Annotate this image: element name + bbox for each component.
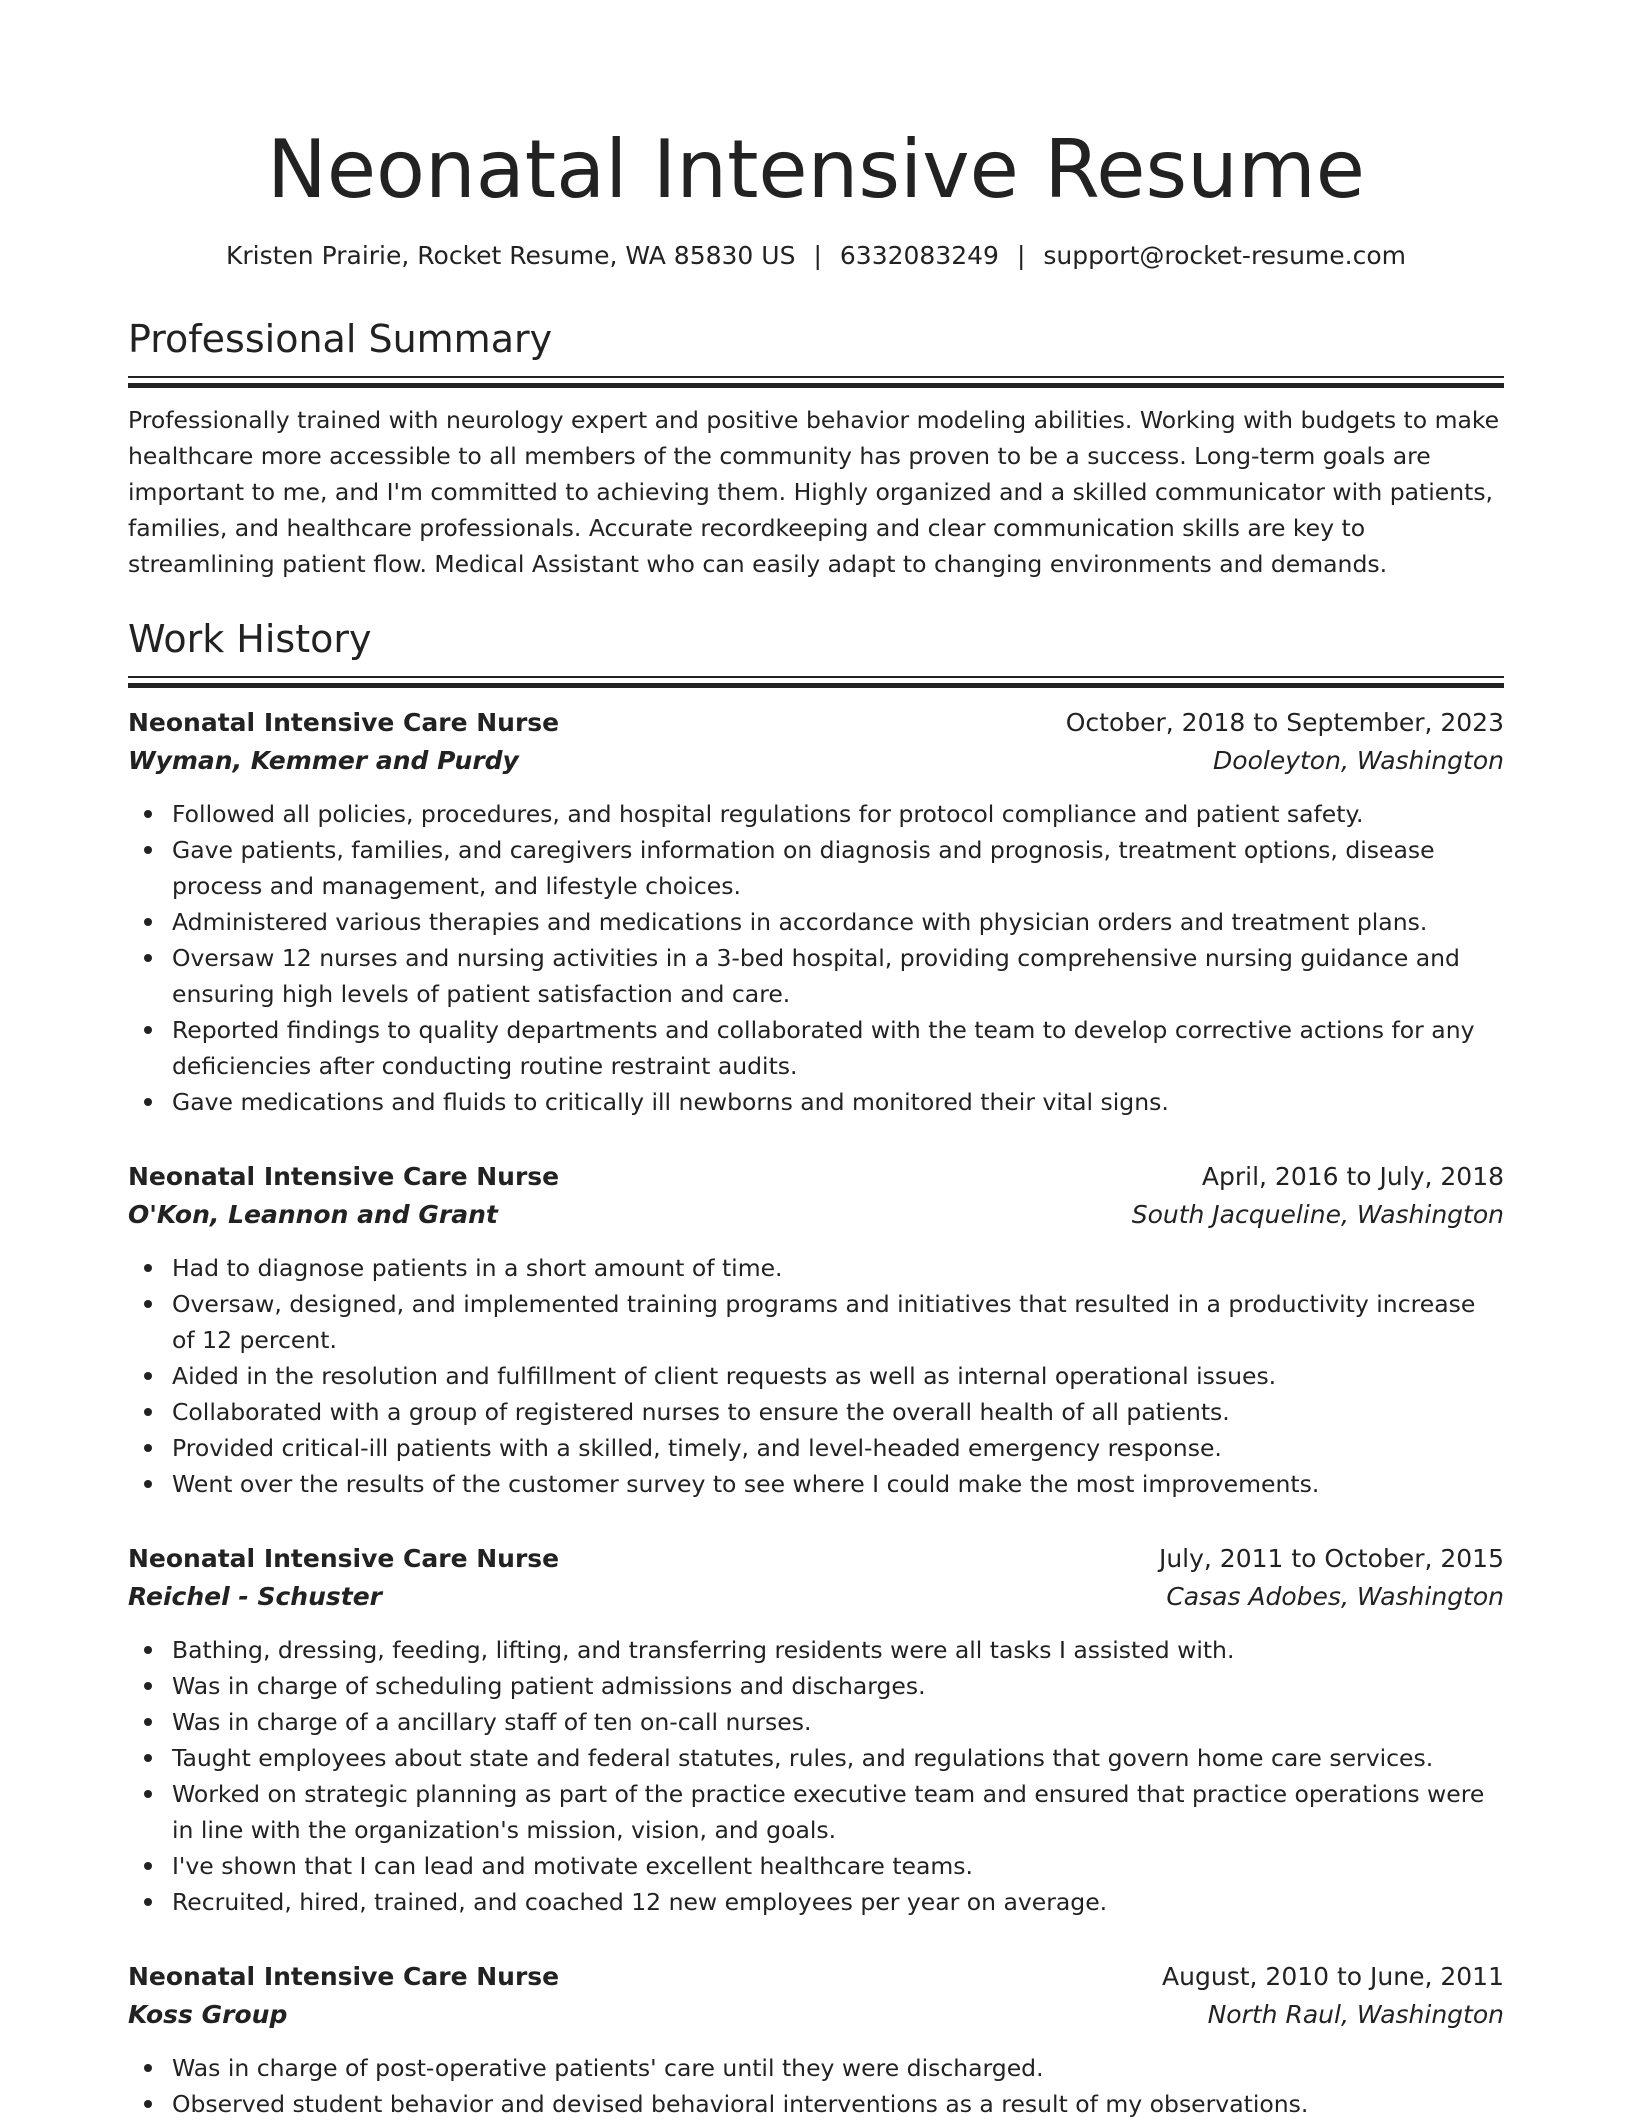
job-entry — [128, 704, 1504, 1120]
job-bullets — [128, 1632, 1504, 1920]
job-company: Koss Group — [128, 2000, 288, 2029]
section-title-work: Work History — [128, 617, 372, 661]
job-company: O'Kon, Leannon and Grant — [128, 1200, 498, 1229]
contact-separator: | — [813, 241, 822, 270]
job-bullets — [128, 796, 1504, 1120]
bullet-item: Was in charge of scheduling patient admissions and discharges. — [172, 1668, 1504, 1704]
contact-email: support@rocket-resume.com — [1043, 241, 1407, 270]
bullet-item: Gave patients, families, and caregivers information on diagnosis and prognosis, treatment options, disease process and management, and lifestyle choices. — [172, 832, 1504, 904]
section-divider — [128, 676, 1504, 690]
job-location: North Raul, Washington — [1207, 2000, 1504, 2029]
job-title: Neonatal Intensive Care Nurse — [128, 1162, 560, 1191]
bullet-item: Collaborated with a group of registered nurses to ensure the overall health of all patients. — [172, 1394, 1504, 1430]
job-bullets — [128, 1250, 1504, 1502]
bullet-item: Provided critical-ill patients with a skilled, timely, and level-headed emergency response. — [172, 1430, 1504, 1466]
job-entry — [128, 1958, 1504, 2122]
job-title: Neonatal Intensive Care Nurse — [128, 1962, 560, 1991]
summary-text: Professionally trained with neurology expert and positive behavior modeling abilities. Working with budgets to make healthcare more accessible to all members of the community has proven to be a success. Long-term goals are important to me, and I'm committed to achieving them. Highly organized and a skilled communicator with patients, families, and healthcare professionals. Accurate recordkeeping and clear communication skills are key to streamlining patient flow. Medical Assistant who can easily adapt to changing environments and demands. — [128, 406, 1500, 578]
job-dates: August, 2010 to June, 2011 — [1162, 1962, 1504, 1991]
job-bullets — [128, 2050, 1504, 2122]
bullet-item: Reported findings to quality departments and collaborated with the team to develop corrective actions for any deficiencies after conducting routine restraint audits. — [172, 1012, 1504, 1084]
job-entry — [128, 1158, 1504, 1502]
bullet-item: Went over the results of the customer survey to see where I could make the most improvements. — [172, 1466, 1504, 1502]
job-dates: April, 2016 to July, 2018 — [1201, 1162, 1504, 1191]
contact-line — [128, 238, 1504, 274]
bullet-item: Gave medications and fluids to critically ill newborns and monitored their vital signs. — [172, 1084, 1504, 1120]
bullet-item: Had to diagnose patients in a short amount of time. — [172, 1250, 1504, 1286]
resume-page — [128, 0, 1504, 2122]
bullet-item: Recruited, hired, trained, and coached 12 new employees per year on average. — [172, 1884, 1504, 1920]
bullet-item: Oversaw, designed, and implemented training programs and initiatives that resulted in a productivity increase of 12 percent. — [172, 1286, 1504, 1358]
section-divider — [128, 376, 1504, 390]
professional-summary-section — [128, 314, 1504, 582]
contact-separator: | — [1016, 241, 1026, 270]
section-title-summary: Professional Summary — [128, 317, 553, 361]
job-dates: October, 2018 to September, 2023 — [1065, 708, 1504, 737]
bullet-item: Worked on strategic planning as part of the practice executive team and ensured that practice operations were in line with the organization's mission, vision, and goals. — [172, 1776, 1504, 1848]
bullet-item: Taught employees about state and federal statutes, rules, and regulations that govern home care services. — [172, 1740, 1504, 1776]
bullet-item: Bathing, dressing, feeding, lifting, and transferring residents were all tasks I assisted with. — [172, 1632, 1504, 1668]
resume-title: Neonatal Intensive Resume — [266, 123, 1365, 216]
job-location: South Jacqueline, Washington — [1131, 1200, 1504, 1229]
bullet-item: Observed student behavior and devised behavioral interventions as a result of my observations. — [172, 2086, 1504, 2122]
job-title: Neonatal Intensive Care Nurse — [128, 1544, 560, 1573]
job-company: Wyman, Kemmer and Purdy — [128, 746, 519, 775]
bullet-item: Was in charge of post-operative patients' care until they were discharged. — [172, 2050, 1504, 2086]
bullet-item: Oversaw 12 nurses and nursing activities in a 3-bed hospital, providing comprehensive nursing guidance and ensuring high levels of patient satisfaction and care. — [172, 940, 1504, 1012]
bullet-item: Administered various therapies and medications in accordance with physician orders and treatment plans. — [172, 904, 1504, 940]
job-title: Neonatal Intensive Care Nurse — [128, 708, 560, 737]
job-dates: July, 2011 to October, 2015 — [1158, 1544, 1504, 1573]
job-entry — [128, 1540, 1504, 1920]
bullet-item: Was in charge of a ancillary staff of ten on-call nurses. — [172, 1704, 1504, 1740]
job-location: Casas Adobes, Washington — [1166, 1582, 1504, 1611]
job-location: Dooleyton, Washington — [1213, 746, 1504, 775]
work-history-section — [128, 614, 1504, 2122]
bullet-item: I've shown that I can lead and motivate excellent healthcare teams. — [172, 1848, 1504, 1884]
contact-phone: 6332083249 — [839, 241, 999, 270]
contact-address: Kristen Prairie, Rocket Resume, WA 85830 US — [225, 241, 796, 270]
bullet-item: Followed all policies, procedures, and hospital regulations for protocol compliance and patient safety. — [172, 796, 1504, 832]
job-company: Reichel - Schuster — [128, 1582, 382, 1611]
bullet-item: Aided in the resolution and fulfillment of client requests as well as internal operational issues. — [172, 1358, 1504, 1394]
